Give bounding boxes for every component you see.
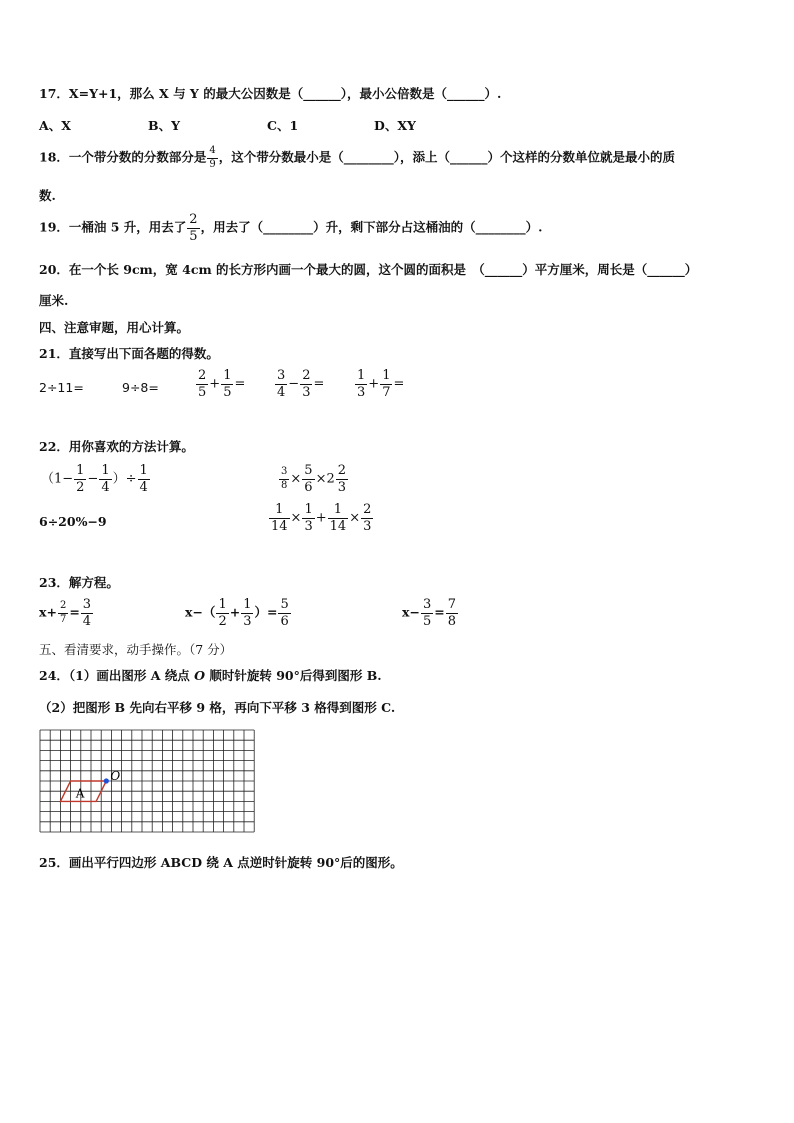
denominator: 6 — [280, 613, 289, 629]
equals-sign: = — [234, 376, 246, 392]
numerator: 1 — [223, 368, 232, 383]
denominator: 5 — [223, 384, 232, 400]
shape-a-label: A — [75, 786, 85, 801]
q23-equation-3 — [402, 598, 459, 628]
q21-expr-3 — [195, 369, 245, 399]
numerator: 2 — [59, 600, 67, 612]
operator-mixed-number: ×2 — [315, 471, 335, 487]
denominator: 5 — [422, 613, 432, 629]
denominator: 3 — [302, 384, 311, 400]
operator: + — [368, 376, 380, 392]
q18-line2: 数. — [39, 188, 56, 203]
q17-option-a: A、X — [39, 118, 71, 133]
numerator: 3 — [277, 368, 286, 383]
q22-expr-c: 6÷20%−9 — [39, 514, 107, 529]
q21-expr-2: 9÷8= — [122, 380, 159, 395]
q18-line1 — [39, 146, 675, 170]
q23-equation-2 — [185, 598, 292, 628]
denominator: 8 — [447, 613, 456, 629]
denominator: 4 — [101, 479, 110, 495]
q17-option-c: C、1 — [267, 118, 299, 133]
q24-part-2: （2）把图形 B 先向右平移 9 格，再向下平移 3 格得到图形 C. — [39, 700, 396, 715]
variable-term: x+ — [39, 604, 57, 620]
operator: × — [349, 510, 361, 526]
point-o-label: O — [194, 668, 205, 683]
fraction — [241, 598, 253, 628]
q18-text-b: ，这个带分数最小是（________），添上（______）个这样的分数单位就是最小的质 — [218, 149, 676, 165]
numerator: 3 — [82, 597, 92, 612]
numerator: 1 — [218, 597, 227, 612]
fraction — [221, 369, 233, 399]
denominator: 4 — [82, 613, 92, 629]
fraction — [380, 369, 392, 399]
q25-text: 25．画出平行四边形 ABCD 绕 A 点逆时针旋转 90°后的图形。 — [39, 855, 403, 870]
numerator: 2 — [363, 502, 372, 517]
numerator: 3 — [281, 466, 288, 478]
denominator: 6 — [304, 479, 313, 495]
fraction — [421, 598, 433, 628]
denominator: 3 — [357, 384, 366, 400]
q21-expr-4 — [274, 369, 324, 399]
q22-title: 22．用你喜欢的方法计算。 — [39, 439, 194, 454]
denominator: 7 — [382, 384, 391, 400]
q22-expr-a — [41, 464, 151, 494]
fraction — [99, 464, 111, 494]
q20-line1: 20．在一个长 9cm，宽 4cm 的长方形内画一个最大的圆，这个圆的面积是 （______）平方厘米，周长是（______） — [39, 262, 698, 277]
denominator: 5 — [198, 384, 207, 400]
numerator: 1 — [275, 502, 284, 517]
equals-sign: = — [313, 376, 325, 392]
q21-title: 21．直接写出下面各题的得数。 — [39, 346, 219, 361]
numerator: 4 — [209, 145, 216, 156]
operator: − — [288, 376, 300, 392]
q21-expr-1: 2÷11= — [39, 380, 84, 395]
fraction — [275, 369, 287, 399]
numerator: 1 — [333, 502, 343, 517]
close-paren-equals: ）= — [254, 604, 278, 620]
variable-term: x− — [402, 604, 420, 620]
square-grid — [39, 729, 255, 837]
numerator: 2 — [302, 368, 311, 383]
section-5-heading: 五、看清要求，动手操作。（7 分） — [39, 642, 233, 657]
fraction — [278, 598, 290, 628]
open-paren: （1− — [41, 471, 74, 487]
q22-expr-b — [278, 464, 349, 494]
denominator: 4 — [277, 384, 286, 400]
q21-expr-5 — [354, 369, 404, 399]
operator: + — [209, 376, 221, 392]
denominator: 5 — [189, 228, 198, 244]
denominator: 3 — [337, 479, 347, 495]
point-o-grid-label: O — [110, 768, 121, 783]
q17-stem: 17．X=Y+1，那么 X 与 Y 的最大公因数是（______），最小公倍数是（______）. — [39, 86, 502, 101]
equals-sign: = — [434, 604, 445, 620]
fraction — [74, 464, 86, 494]
denominator: 9 — [209, 158, 216, 170]
section-4-heading: 四、注意审题，用心计算。 — [39, 320, 190, 335]
q17-option-b: B、Y — [148, 118, 180, 133]
q24-part-1 — [39, 666, 382, 684]
denominator: 4 — [139, 479, 148, 495]
equals-sign: = — [393, 376, 405, 392]
fraction — [196, 369, 208, 399]
fraction — [81, 598, 93, 628]
operator: + — [229, 604, 241, 620]
q22-expr-d — [268, 503, 374, 533]
denominator: 14 — [271, 518, 288, 534]
denominator: 3 — [304, 518, 313, 534]
fraction — [361, 503, 373, 533]
numerator: 1 — [76, 463, 85, 478]
q17-option-d: D、XY — [374, 118, 416, 133]
close-paren-divide: ）÷ — [112, 471, 137, 487]
q24-part-1-text-b: 顺时针旋转 90°后得到图形 B. — [209, 668, 382, 683]
numerator: 5 — [304, 463, 313, 478]
numerator: 1 — [139, 463, 148, 478]
fraction — [300, 369, 312, 399]
fraction — [328, 503, 349, 533]
fraction — [355, 369, 367, 399]
numerator: 1 — [357, 368, 366, 383]
numerator: 1 — [304, 502, 313, 517]
q20-line2: 厘米. — [39, 293, 69, 308]
denominator: 7 — [59, 613, 67, 625]
denominator: 2 — [76, 479, 85, 495]
numerator: 1 — [101, 463, 110, 478]
denominator: 3 — [363, 518, 372, 534]
fraction — [446, 598, 458, 628]
q18-fraction — [207, 146, 217, 170]
q19-text-b: ，用去了（________）升，剩下部分占这桶油的（________）. — [200, 219, 543, 235]
variable-term: x−（ — [185, 604, 216, 620]
q19-fraction — [187, 213, 199, 243]
fraction — [269, 503, 290, 533]
fraction — [138, 464, 150, 494]
numerator: 1 — [243, 597, 252, 612]
fraction — [216, 598, 228, 628]
denominator: 2 — [218, 613, 227, 629]
numerator: 7 — [447, 597, 456, 612]
numerator: 2 — [337, 463, 347, 478]
denominator: 14 — [329, 518, 347, 534]
denominator: 8 — [281, 479, 288, 491]
fraction — [302, 464, 314, 494]
q24-part-1-text-a: 24．（1）画出图形 A 绕点 — [39, 668, 190, 683]
point-o — [104, 778, 109, 783]
q19-text-a: 19．一桶油 5 升，用去了 — [39, 219, 187, 235]
equals-sign: = — [69, 604, 80, 620]
numerator: 1 — [382, 368, 391, 383]
numerator: 3 — [422, 597, 432, 612]
fraction — [302, 503, 314, 533]
operator: − — [87, 471, 99, 487]
denominator: 3 — [243, 613, 252, 629]
numerator: 5 — [280, 597, 289, 612]
q23-title: 23．解方程。 — [39, 575, 119, 590]
q19-line — [39, 213, 542, 243]
fraction — [58, 601, 68, 625]
operator: + — [315, 510, 327, 526]
q18-text-a: 18．一个带分数的分数部分是 — [39, 149, 207, 165]
numerator: 2 — [198, 368, 207, 383]
fraction — [336, 464, 348, 494]
q23-equation-1 — [39, 598, 94, 628]
numerator: 2 — [189, 212, 198, 227]
operator: × — [290, 510, 302, 526]
operator: × — [290, 471, 302, 487]
fraction — [279, 467, 289, 491]
